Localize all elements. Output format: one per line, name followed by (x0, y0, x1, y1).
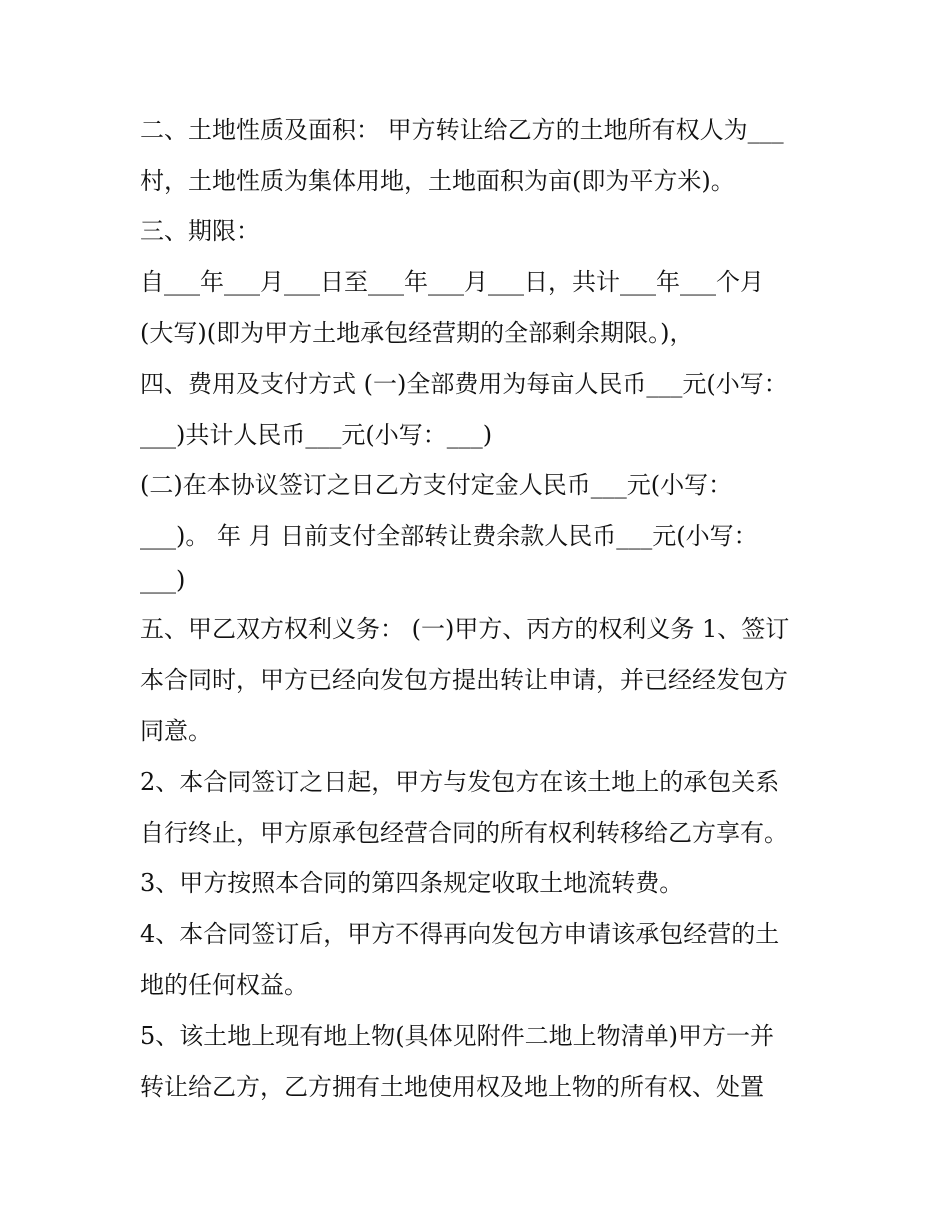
text-line: 4、本合同签订后，甲方不得再向发包方申请该承包经营的土 (140, 920, 780, 948)
text-line: (大写)(即为甲方土地承包经营期的全部剩余期限。)， (140, 319, 694, 347)
text-line: 转让给乙方，乙方拥有土地使用权及地上物的所有权、处置 (140, 1073, 764, 1101)
text-line: 2、本合同签订之日起，甲方与发包方在该土地上的承包关系 (140, 768, 780, 796)
text-line: 四、费用及支付方式 (一)全部费用为每亩人民币___元(小写： (140, 370, 788, 398)
text-line: 五、甲乙双方权利义务： (一)甲方、丙方的权利义务 1、签订 (140, 615, 790, 643)
text-line: 三、期限： (140, 217, 260, 245)
text-line: (二)在本协议签订之日乙方支付定金人民币___元(小写： (140, 471, 733, 499)
text-line: 本合同时，甲方已经向发包方提出转让申请，并已经经发包方 (140, 666, 788, 694)
text-line: ___) (140, 566, 186, 594)
text-line: 5、该土地上现有地上物(具体见附件二地上物清单)甲方一并 (140, 1022, 774, 1050)
text-line: 同意。 (140, 717, 212, 745)
text-line: 二、土地性质及面积： 甲方转让给乙方的土地所有权人为___ (140, 116, 784, 144)
text-line: 3、甲方按照本合同的第四条规定收取土地流转费。 (140, 869, 684, 897)
text-line: 自___年___月___日至___年___月___日，共计___年___个月 (140, 268, 764, 296)
text-line: ___)共计人民币___元(小写：___) (140, 421, 493, 449)
text-line: 地的任何权益。 (140, 971, 308, 999)
text-line: 村，土地性质为集体用地，土地面积为亩(即为平方米)。 (140, 167, 735, 195)
text-line: 自行终止，甲方原承包经营合同的所有权利转移给乙方享有。 (140, 819, 788, 847)
text-line: ___)。 年 月 日前支付全部转让费余款人民币___元(小写： (140, 522, 758, 550)
